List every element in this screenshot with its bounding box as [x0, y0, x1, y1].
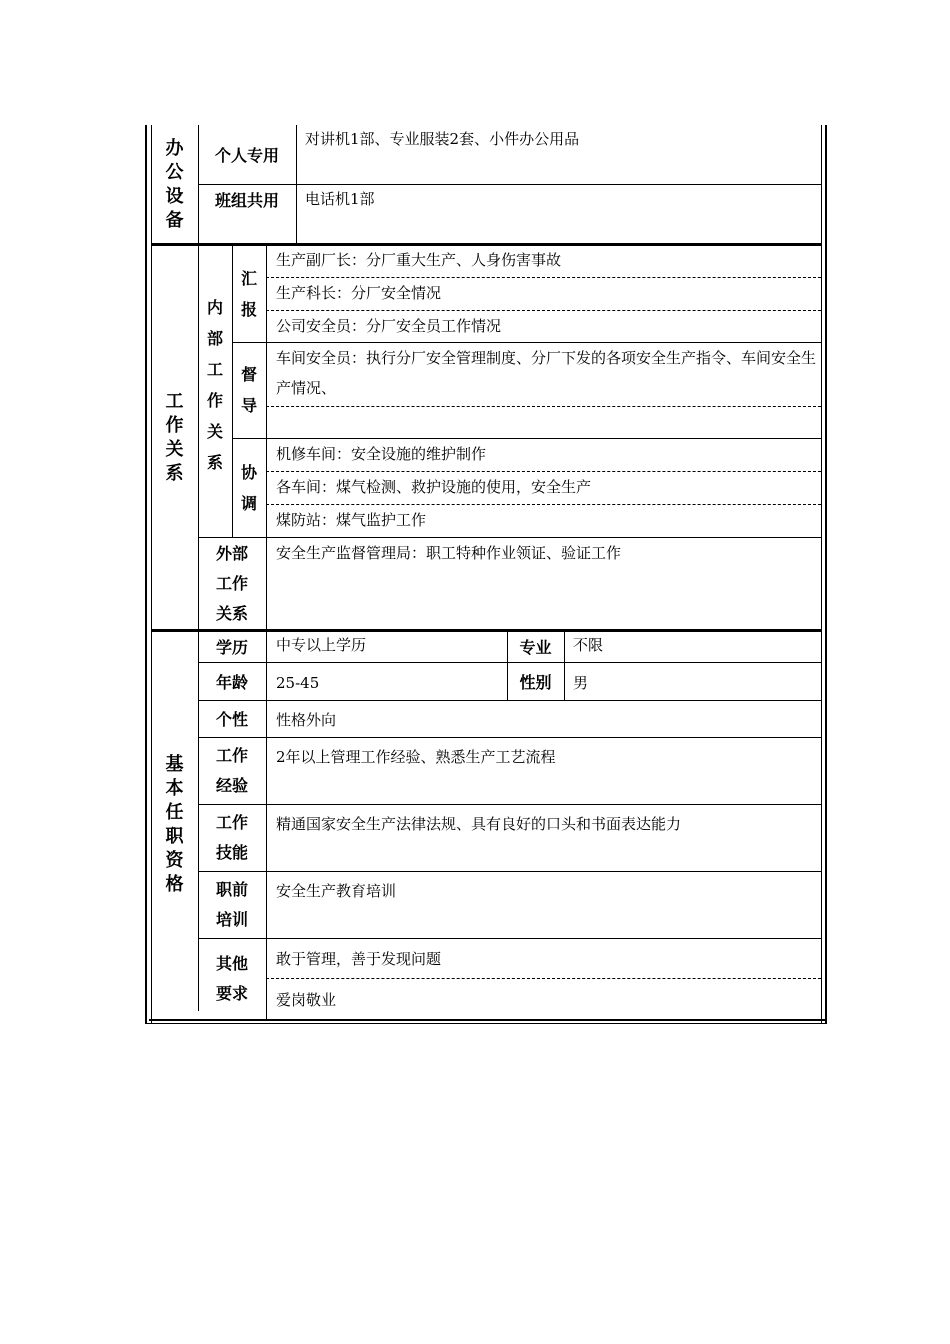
supervise-label: 督 导	[240, 365, 257, 415]
category-char: 公	[165, 162, 184, 183]
coordinate-label: 协 调	[240, 462, 257, 513]
category-char: 任	[165, 802, 184, 823]
report-item: 生产科长：分厂安全情况	[276, 284, 442, 302]
category-char: 办	[165, 138, 184, 159]
coordinate-item: 煤防站：煤气监护工作	[276, 511, 427, 529]
education-value: 中专以上学历	[276, 636, 367, 654]
category-char: 职	[165, 826, 184, 847]
external-relations-label: 外部 工作 关系	[215, 544, 248, 623]
major-label: 专业	[519, 638, 552, 657]
experience-label: 工作 经验	[215, 745, 248, 795]
category-char: 格	[165, 874, 184, 895]
report-item: 生产副厂长：分厂重大生产、人身伤害事故	[276, 251, 562, 269]
category-char: 工	[165, 391, 184, 412]
major-value: 不限	[573, 636, 604, 654]
internal-relations-label: 内 部 工 作 关 系	[206, 298, 223, 472]
team-use-value: 电话机1部	[305, 190, 375, 208]
external-relations-value: 安全生产监督管理局：职工特种作业领证、验证工作	[276, 544, 622, 562]
report-item: 公司安全员：分厂安全员工作情况	[276, 317, 502, 335]
coordinate-item: 各车间：煤气检测、救护设施的使用，安全生产	[276, 478, 592, 496]
experience-value: 2年以上管理工作经验、熟悉生产工艺流程	[276, 748, 556, 766]
gender-value: 男	[573, 674, 589, 692]
work-relations-category	[151, 245, 198, 631]
category-char: 设	[165, 186, 184, 207]
other-requirements-label: 其他 要求	[215, 953, 248, 1003]
team-use-label: 班组共用	[214, 190, 279, 210]
other-requirement-item: 爱岗敬业	[276, 991, 337, 1009]
personality-value: 性格外向	[276, 711, 337, 729]
category-char: 备	[165, 210, 184, 231]
personal-use-value: 对讲机1部、专业服装2套、小件办公用品	[305, 130, 580, 148]
qualifications-category	[151, 631, 198, 1019]
coordinate-item: 机修车间：安全设施的维护制作	[276, 445, 487, 463]
category-char: 关	[165, 439, 184, 460]
personal-use-label: 个人专用	[214, 146, 279, 165]
education-label: 学历	[215, 638, 248, 657]
category-char: 本	[165, 778, 184, 799]
supervise-item: 车间安全员：执行分厂安全管理制度、分厂下发的各项安全生产指令、车间安全生产情况、	[276, 349, 817, 397]
training-label: 职前 培训	[215, 879, 248, 929]
age-value: 25-45	[276, 674, 320, 692]
age-label: 年龄	[215, 672, 248, 692]
personality-label: 个性	[215, 710, 248, 729]
training-value: 安全生产教育培训	[276, 882, 397, 900]
report-label: 汇 报	[240, 268, 257, 319]
office-equipment-category	[151, 125, 198, 245]
category-char: 资	[165, 850, 184, 871]
category-char: 基	[165, 754, 184, 775]
category-char: 系	[165, 463, 184, 484]
skills-label: 工作 技能	[215, 812, 248, 862]
category-char: 作	[165, 415, 184, 436]
other-requirement-item: 敢于管理，善于发现问题	[276, 950, 442, 968]
skills-value: 精通国家安全生产法律法规、具有良好的口头和书面表达能力	[276, 815, 682, 833]
gender-label: 性别	[519, 672, 552, 692]
